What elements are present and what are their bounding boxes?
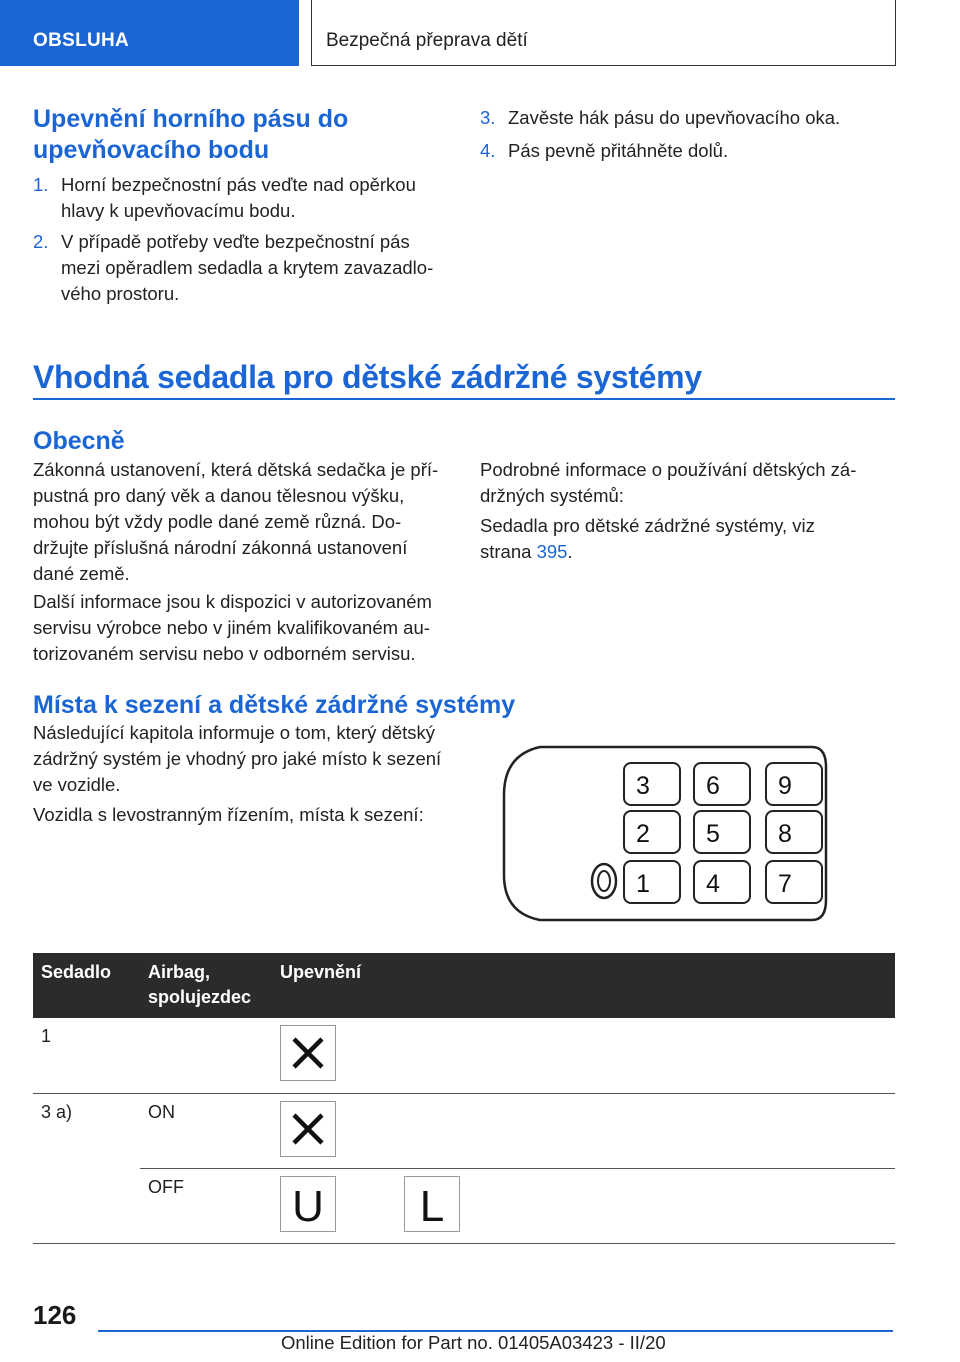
seat-box: [624, 861, 680, 903]
step-3: [480, 105, 895, 131]
cell-symbols: [272, 1018, 895, 1093]
cell-seat: [33, 1168, 140, 1243]
header-section-tab: [0, 0, 299, 66]
cell-airbag: ON: [140, 1093, 272, 1168]
header-chapter-label: Bezpečná přeprava dětí: [326, 30, 528, 51]
seats-paragraph-1: Následující kapitola informuje o tom, který dětský zádržný systém je vhodný pro jaké místo k sezení ve vozidle.: [33, 722, 442, 795]
step-1-text: Horní bezpečnostní pás veďte nad opěrkou hlavy k upevňovacímu bodu.: [61, 174, 416, 221]
universal-icon: [280, 1176, 336, 1232]
general-paragraph-3: Podrobné informace o používání dětských zádržných systémů:: [480, 459, 857, 506]
seat-box: [694, 861, 750, 903]
seat-number: 9: [778, 772, 792, 800]
footer-edition: Online Edition for Part no. 01405A03423 - II/20: [281, 1332, 666, 1353]
cross-ref-text: Sedadla pro dětské zádržné systémy, viz strana: [480, 515, 815, 562]
general-paragraph-1: Zákonná ustanovení, která dětská sedačka je přípustná pro daný věk a danou tělesnou výšku, mohou být vždy podle dané země různá. Dodržujte příslušná národní zákonná ustanovení dané země.: [33, 459, 439, 584]
step-4-text: Pás pevně přitáhněte dolů.: [508, 140, 729, 161]
cell-airbag: [140, 1018, 272, 1093]
cell-seat: 1: [33, 1018, 140, 1093]
step-2-number: 2.: [33, 231, 49, 252]
upper-belt-heading: Upevnění horního pásu do upevňovacího bodu: [33, 105, 349, 164]
page-number: 126: [33, 1300, 77, 1330]
cell-airbag: OFF: [140, 1168, 272, 1243]
step-4: [480, 138, 895, 164]
forbidden-icon: [280, 1025, 336, 1081]
section-divider: [33, 398, 895, 400]
step-2-text: V případě potřeby veďte bezpečnostní pás mezi opěradlem sedadla a krytem zavazadlového prostoru.: [61, 231, 434, 304]
seat-number: 6: [706, 772, 720, 800]
table-row: [33, 1093, 895, 1168]
header-chapter-box: [311, 0, 896, 66]
forbidden-icon: [280, 1101, 336, 1157]
seat-number: 8: [778, 820, 792, 848]
general-heading: Obecně: [33, 427, 125, 455]
seat-number: 4: [706, 870, 720, 898]
seats-heading: Místa k sezení a dětské zádržné systémy: [33, 691, 516, 719]
seat-number: 3: [636, 772, 650, 800]
seat-box: [624, 763, 680, 805]
header-seat: Sedadlo: [33, 953, 140, 1018]
table-header-row: [33, 953, 895, 1018]
seat-number: 5: [706, 820, 720, 848]
seat-box: [766, 763, 822, 805]
seat-box: [624, 811, 680, 853]
general-paragraph-4: [480, 513, 840, 565]
page-ref-link[interactable]: 395: [536, 541, 568, 562]
header-section-label: OBSLUHA: [33, 30, 130, 51]
seat-number: 2: [636, 820, 650, 848]
section-title: Vhodná sedadla pro dětské zádržné systémy: [33, 359, 702, 395]
seat-box: [694, 763, 750, 805]
step-1: [33, 172, 445, 224]
table-row: [33, 1018, 895, 1093]
cell-symbols: [272, 1093, 895, 1168]
step-1-number: 1.: [33, 174, 49, 195]
seat-box: [694, 811, 750, 853]
header-mounting: Upevnění: [272, 953, 895, 1018]
step-3-text: Zavěste hák pásu do upevňovacího oka.: [508, 107, 841, 128]
header-airbag: Airbag, spolujezdec: [140, 953, 272, 1018]
limited-icon: [404, 1176, 460, 1232]
seat-box: [766, 811, 822, 853]
seats-paragraph-2: Vozidla s levostranným řízením, místa k sezení:: [33, 804, 424, 825]
table-row: [33, 1168, 895, 1243]
cell-symbols: [272, 1168, 895, 1243]
seat-box: [766, 861, 822, 903]
universal-letter: U: [292, 1181, 324, 1231]
general-paragraph-2: Další informace jsou k dispozici v autorizovaném servisu výrobce nebo v jiném kvalifikovaném autorizovaném servisu nebo v odborném servisu.: [33, 591, 432, 664]
step-3-number: 3.: [480, 107, 496, 128]
steering-wheel-icon: [592, 864, 616, 898]
cell-seat: 3 a): [41, 1101, 73, 1122]
step-4-number: 4.: [480, 140, 496, 161]
limited-letter: L: [419, 1181, 445, 1231]
seat-compatibility-table: [33, 953, 895, 1244]
seat-number: 7: [778, 870, 792, 898]
cross-ref-end: .: [567, 541, 573, 562]
seat-number: 1: [636, 870, 650, 898]
step-2: [33, 229, 445, 307]
seat-layout-diagram: [500, 745, 830, 923]
